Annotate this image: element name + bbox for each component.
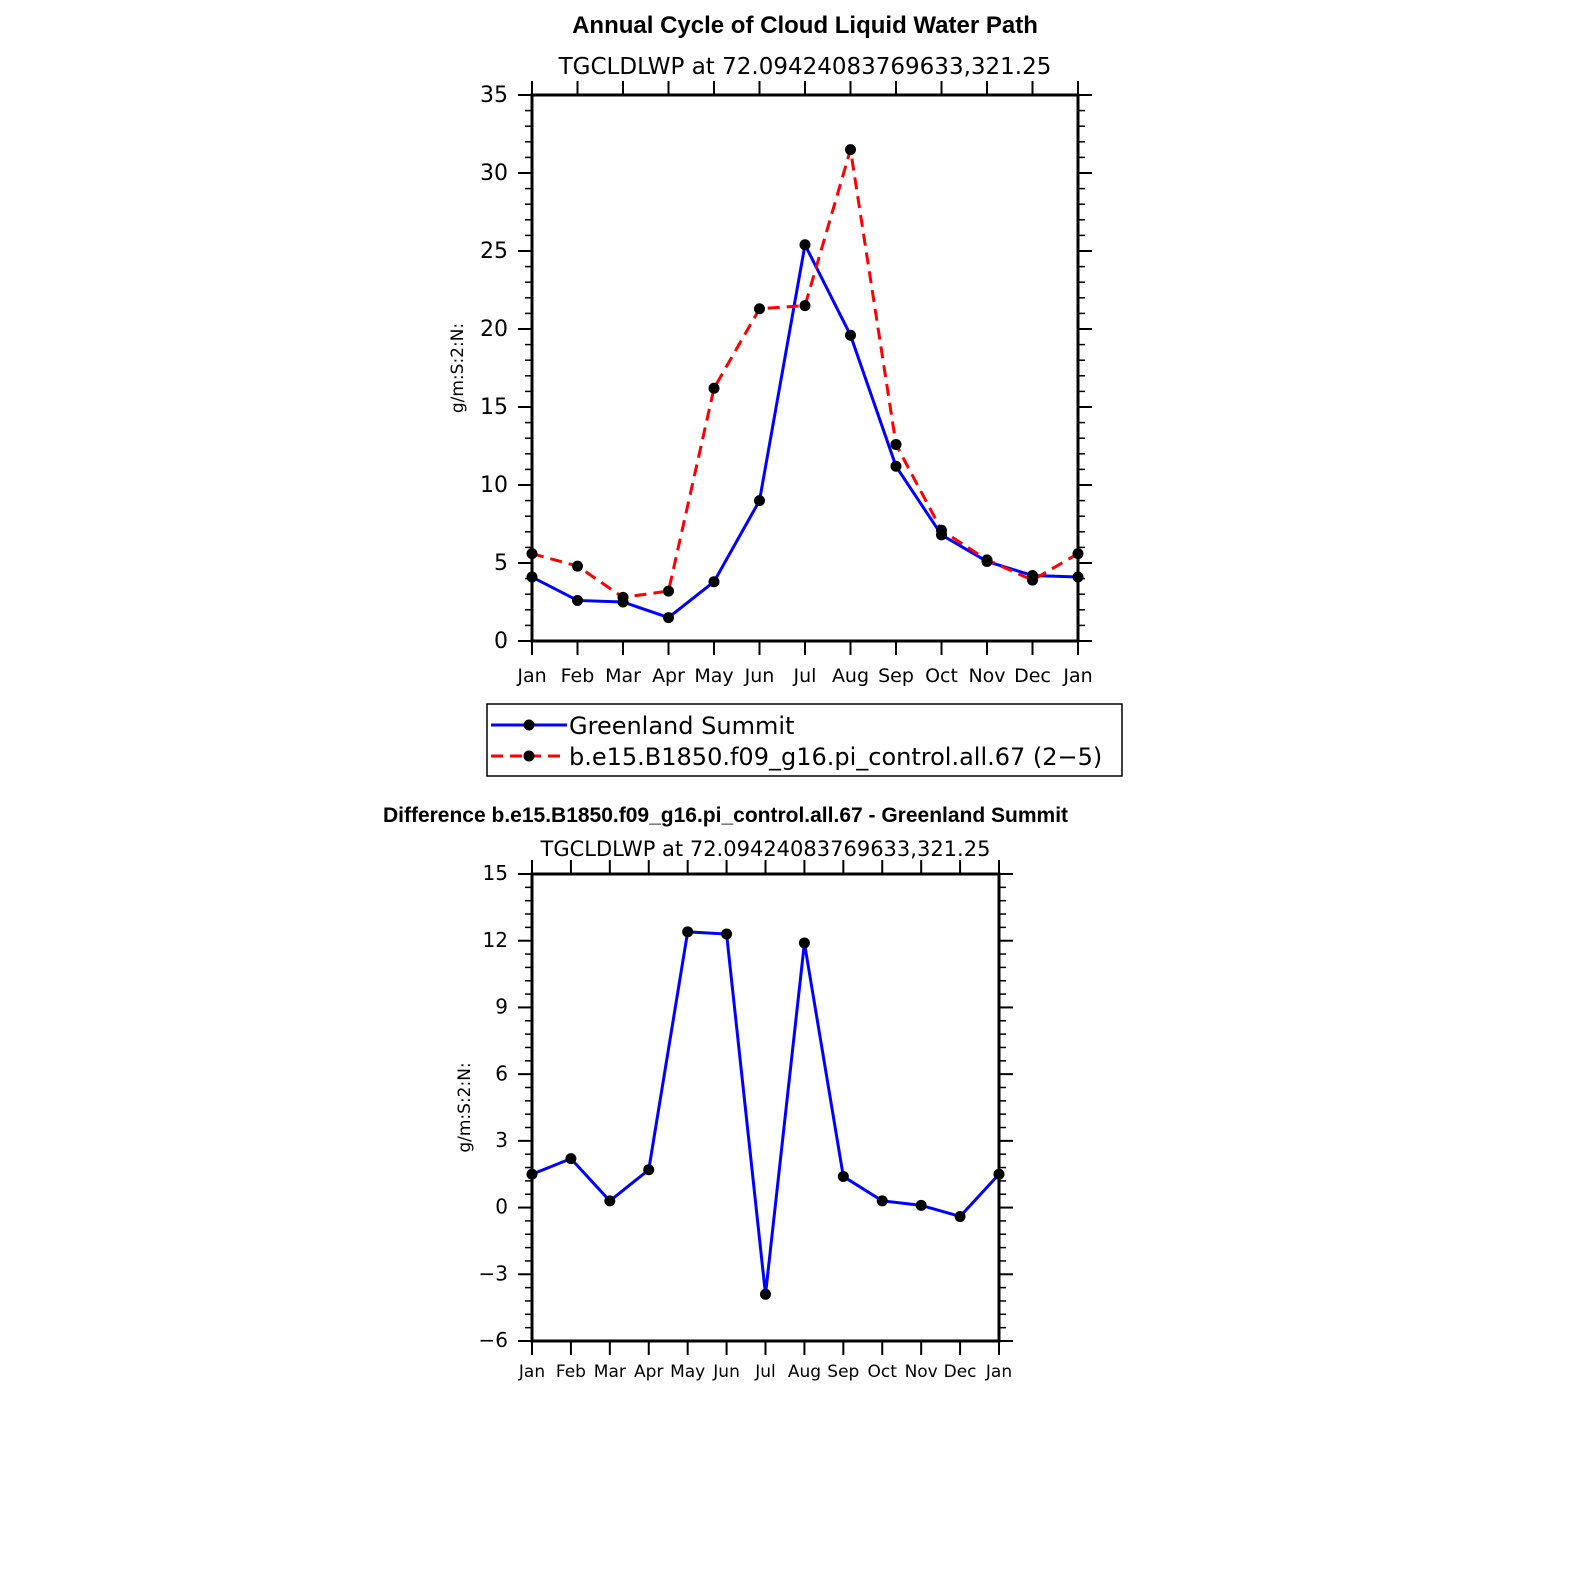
x-tick-label: May bbox=[670, 1362, 706, 1382]
y-tick-label: 15 bbox=[480, 394, 508, 420]
y-tick-label: 9 bbox=[495, 994, 508, 1019]
data-point bbox=[663, 586, 674, 597]
x-tick-label: Mar bbox=[605, 665, 641, 687]
data-point bbox=[527, 548, 538, 559]
data-point bbox=[955, 1211, 966, 1222]
y-tick-label: 30 bbox=[480, 160, 508, 186]
y-tick-label: 0 bbox=[494, 628, 508, 654]
y-axis-label: g/m:S:2:N: bbox=[455, 1062, 475, 1153]
x-tick-label: Apr bbox=[652, 665, 685, 687]
data-point bbox=[572, 561, 583, 572]
data-point bbox=[1027, 575, 1038, 586]
x-tick-label: Jul bbox=[793, 665, 817, 687]
y-tick-label: 25 bbox=[480, 238, 508, 264]
y-tick-label: 0 bbox=[495, 1194, 508, 1219]
data-point bbox=[845, 330, 856, 341]
data-point bbox=[845, 144, 856, 155]
x-tick-label: Sep bbox=[827, 1362, 860, 1382]
x-tick-label: Nov bbox=[968, 665, 1006, 687]
legend-label-1: b.e15.B1850.f09_g16.pi_control.all.67 (2−5) bbox=[569, 743, 1103, 771]
x-tick-label: Aug bbox=[831, 665, 870, 687]
legend-marker bbox=[524, 720, 535, 731]
plot-frame bbox=[532, 95, 1078, 641]
x-tick-label: Jan bbox=[517, 665, 547, 687]
data-point bbox=[760, 1289, 771, 1300]
difference-chart bbox=[383, 804, 1068, 1382]
data-point bbox=[618, 592, 629, 603]
x-tick-label: Mar bbox=[593, 1362, 626, 1382]
x-tick-label: Dec bbox=[943, 1362, 977, 1382]
data-point bbox=[682, 926, 693, 937]
x-tick-label: Feb bbox=[555, 1362, 586, 1382]
data-point bbox=[663, 612, 674, 623]
chart-subtitle: TGCLDLWP at 72.09424083769633,321.25 bbox=[540, 837, 991, 861]
data-point bbox=[936, 525, 947, 536]
chart-title: Difference b.e15.B1850.f09_g16.pi_control.all.67 - Greenland Summit bbox=[382, 804, 1069, 827]
data-point bbox=[800, 239, 811, 250]
data-point bbox=[643, 1164, 654, 1175]
y-axis-label: g/m:S:2:N: bbox=[448, 322, 468, 414]
data-point bbox=[527, 1169, 538, 1180]
x-tick-label: Jan bbox=[985, 1362, 1013, 1382]
y-tick-label: 35 bbox=[480, 82, 508, 108]
data-point bbox=[527, 572, 538, 583]
data-point bbox=[709, 576, 720, 587]
data-point bbox=[877, 1195, 888, 1206]
data-point bbox=[982, 554, 993, 565]
legend-marker bbox=[524, 751, 535, 762]
chart-title: Annual Cycle of Cloud Liquid Water Path bbox=[572, 12, 1038, 39]
x-tick-label: Jun bbox=[744, 665, 775, 687]
data-point bbox=[709, 383, 720, 394]
data-point bbox=[1073, 548, 1084, 559]
x-tick-label: May bbox=[694, 665, 734, 687]
data-point bbox=[754, 303, 765, 314]
x-tick-label: Jun bbox=[713, 1362, 740, 1382]
y-tick-label: 5 bbox=[494, 550, 508, 576]
y-tick-label: −6 bbox=[478, 1328, 508, 1353]
y-tick-label: −3 bbox=[478, 1261, 508, 1286]
data-point bbox=[572, 595, 583, 606]
data-point bbox=[565, 1153, 576, 1164]
data-point bbox=[838, 1171, 849, 1182]
x-tick-label: Sep bbox=[878, 665, 914, 687]
x-tick-label: Dec bbox=[1014, 665, 1051, 687]
data-point bbox=[721, 929, 732, 940]
y-tick-label: 3 bbox=[495, 1127, 508, 1152]
chart-subtitle: TGCLDLWP at 72.09424083769633,321.25 bbox=[558, 54, 1052, 80]
x-tick-label: Nov bbox=[904, 1362, 938, 1382]
data-point bbox=[800, 300, 811, 311]
y-tick-label: 12 bbox=[482, 927, 508, 952]
y-tick-label: 6 bbox=[495, 1061, 508, 1086]
x-tick-label: Oct bbox=[867, 1362, 897, 1382]
data-point bbox=[799, 937, 810, 948]
data-point bbox=[754, 495, 765, 506]
y-tick-label: 10 bbox=[480, 472, 508, 498]
x-tick-label: Jan bbox=[1063, 665, 1093, 687]
data-point bbox=[994, 1169, 1005, 1180]
data-point bbox=[604, 1195, 615, 1206]
data-point bbox=[891, 439, 902, 450]
x-tick-label: Jan bbox=[518, 1362, 546, 1382]
series-line-0 bbox=[532, 932, 999, 1294]
y-tick-label: 20 bbox=[480, 316, 508, 342]
annual-cycle-chart bbox=[448, 12, 1122, 776]
x-tick-label: Feb bbox=[560, 665, 595, 687]
legend-label-0: Greenland Summit bbox=[569, 712, 795, 740]
data-point bbox=[1073, 572, 1084, 583]
y-tick-label: 15 bbox=[482, 861, 508, 886]
x-tick-label: Jul bbox=[755, 1362, 776, 1382]
series-line-1 bbox=[532, 150, 1078, 598]
x-tick-label: Oct bbox=[925, 665, 958, 687]
x-tick-label: Apr bbox=[634, 1362, 664, 1382]
data-point bbox=[916, 1200, 927, 1211]
x-tick-label: Aug bbox=[787, 1362, 822, 1382]
data-point bbox=[891, 461, 902, 472]
plot-frame bbox=[532, 874, 999, 1341]
